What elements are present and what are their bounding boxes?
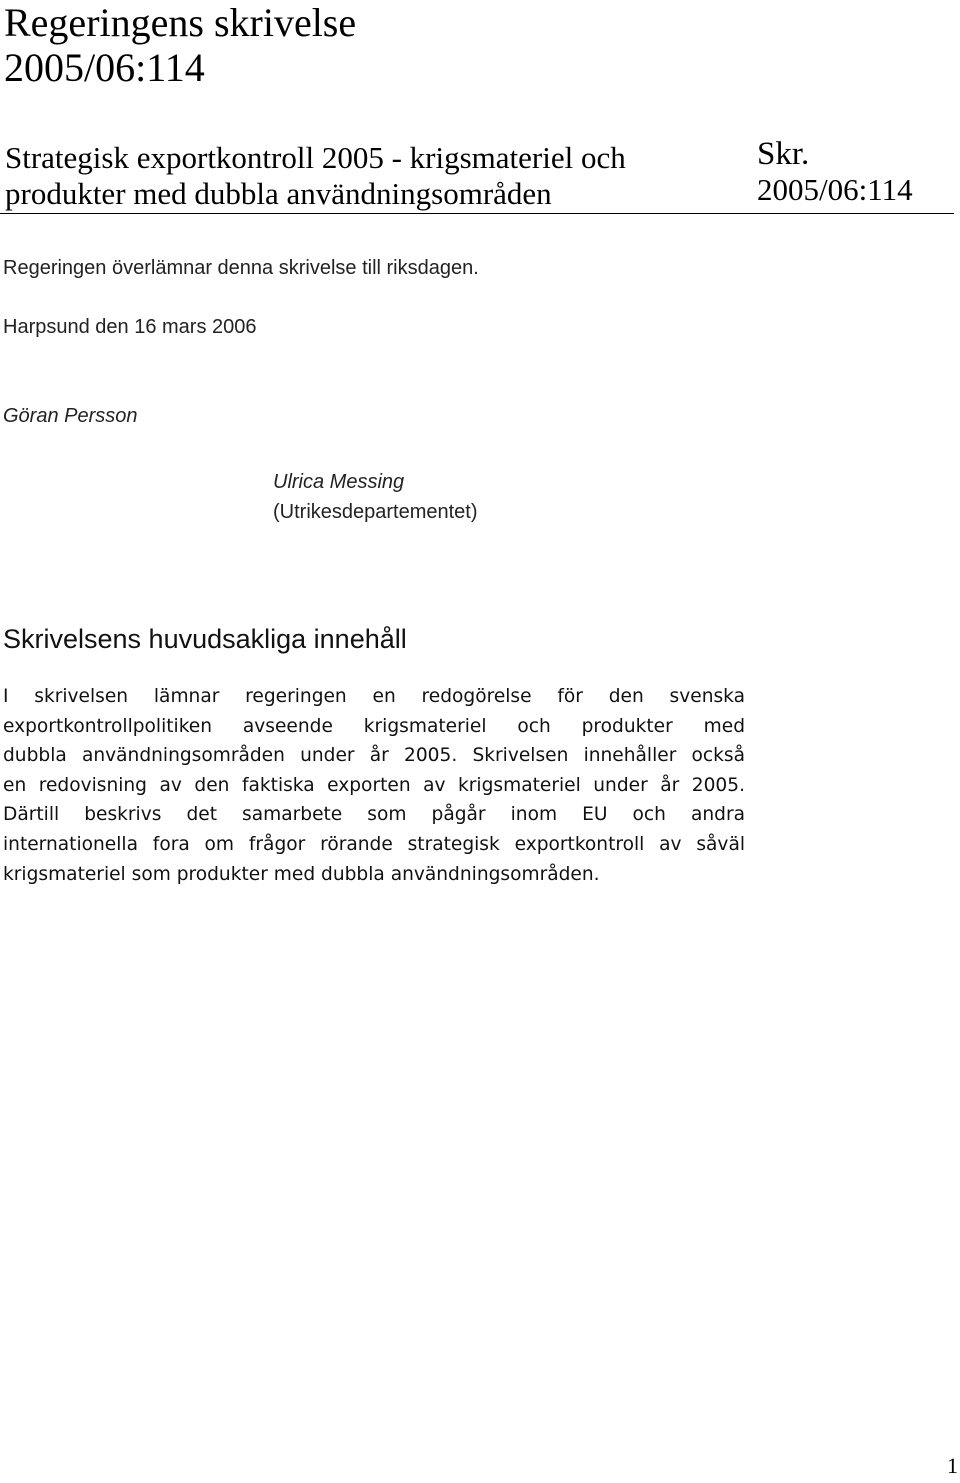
body-line: exportkontrollpolitiken avseende krigsmateriel och produkter med [3,715,745,737]
reference-label: Skr. [757,136,810,172]
place-and-date: Harpsund den 16 mars 2006 [3,316,257,338]
page-number: 1 [947,1453,958,1478]
body-line: krigsmateriel som produkter med dubbla användningsområden. [3,863,600,885]
signature-minister [273,467,478,527]
body-line: internationella fora om frågor rörande strategisk exportkontroll av såväl [3,833,745,855]
body-line: en redovisning av den faktiska exporten av krigsmateriel under år 2005. [3,774,745,796]
signature-minister-department: (Utrikesdepartementet) [273,501,478,523]
document-subject-line-2: produkter med dubbla användningsområden [5,176,552,211]
header-divider [0,213,954,214]
document-title-line-2: 2005/06:114 [4,45,205,90]
body-line: Därtill beskrivs det samarbete som pågår inom EU och andra [3,804,745,826]
document-subject-line-1: Strategisk exportkontroll 2005 - krigsmateriel och [5,140,626,175]
document-title [4,0,356,90]
reference-number: 2005/06:114 [757,172,913,207]
section-heading: Skrivelsens huvudsakliga innehåll [3,624,407,654]
signature-minister-name: Ulrica Messing [273,471,405,493]
body-line: I skrivelsen lämnar regeringen en redogörelse för den svenska [3,686,745,707]
document-reference [757,136,913,208]
intro-text: Regeringen överlämnar denna skrivelse till riksdagen. [3,257,479,279]
document-title-line-1: Regeringens skrivelse [4,0,357,45]
section-body [3,682,745,889]
document-subject [5,140,626,212]
body-line: dubbla användningsområden under år 2005. Skrivelsen innehåller också [3,745,745,767]
signature-prime-minister: Göran Persson [3,405,138,427]
